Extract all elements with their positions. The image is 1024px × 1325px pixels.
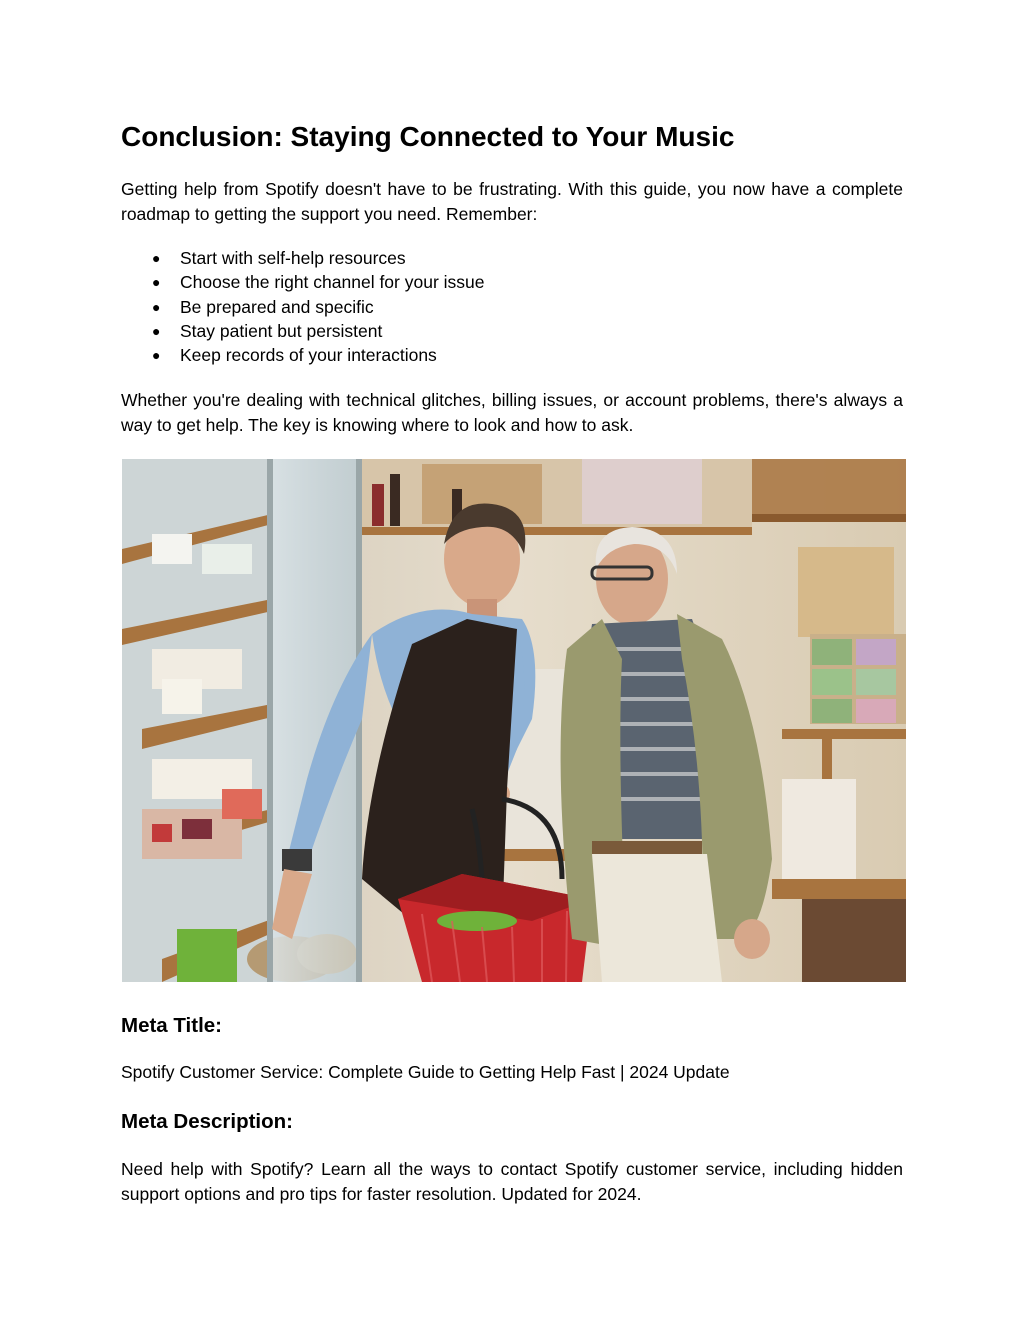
meta-title-heading: Meta Title: xyxy=(121,1014,222,1037)
store-photo xyxy=(122,459,906,982)
list-item-text: Start with self-help resources xyxy=(180,248,406,268)
list-item xyxy=(121,319,903,343)
page-title: Conclusion: Staying Connected to Your Music xyxy=(121,121,735,152)
intro-paragraph: Getting help from Spotify doesn't have to be frustrating. With this guide, you now have a complete roadmap to getting the support you need. Remember: xyxy=(121,179,903,224)
list-item xyxy=(121,295,903,319)
list-item xyxy=(121,270,903,294)
closing-paragraph: Whether you're dealing with technical glitches, billing issues, or account problems, there's always a way to get help. The key is knowing where to look and how to ask. xyxy=(121,390,903,435)
fridge-shelves xyxy=(122,459,362,982)
list-item-text: Keep records of your interactions xyxy=(180,345,437,366)
list-item-text: Choose the right channel for your issue xyxy=(180,272,485,293)
meta-description-text: Need help with Spotify? Learn all the ways to contact Spotify customer service, including hidden support options and pro tips for faster resolution. Updated for 2024. xyxy=(121,1159,903,1204)
list-item-text: Be prepared and specific xyxy=(180,296,374,317)
bullet-icon: ● xyxy=(152,274,161,291)
meta-description-heading: Meta Description: xyxy=(121,1110,293,1133)
bullet-icon: ● xyxy=(152,250,161,266)
bullet-icon: ● xyxy=(152,322,161,339)
meta-title-text: Spotify Customer Service: Complete Guide to Getting Help Fast | 2024 Update xyxy=(121,1062,730,1082)
list-item xyxy=(121,246,903,270)
reminder-list xyxy=(121,246,903,367)
list-item-text: Stay patient but persistent xyxy=(180,320,383,341)
list-item xyxy=(121,343,903,367)
store-photo-illustration xyxy=(122,459,906,982)
bullet-icon: ● xyxy=(152,347,161,364)
bullet-icon: ● xyxy=(152,298,161,315)
